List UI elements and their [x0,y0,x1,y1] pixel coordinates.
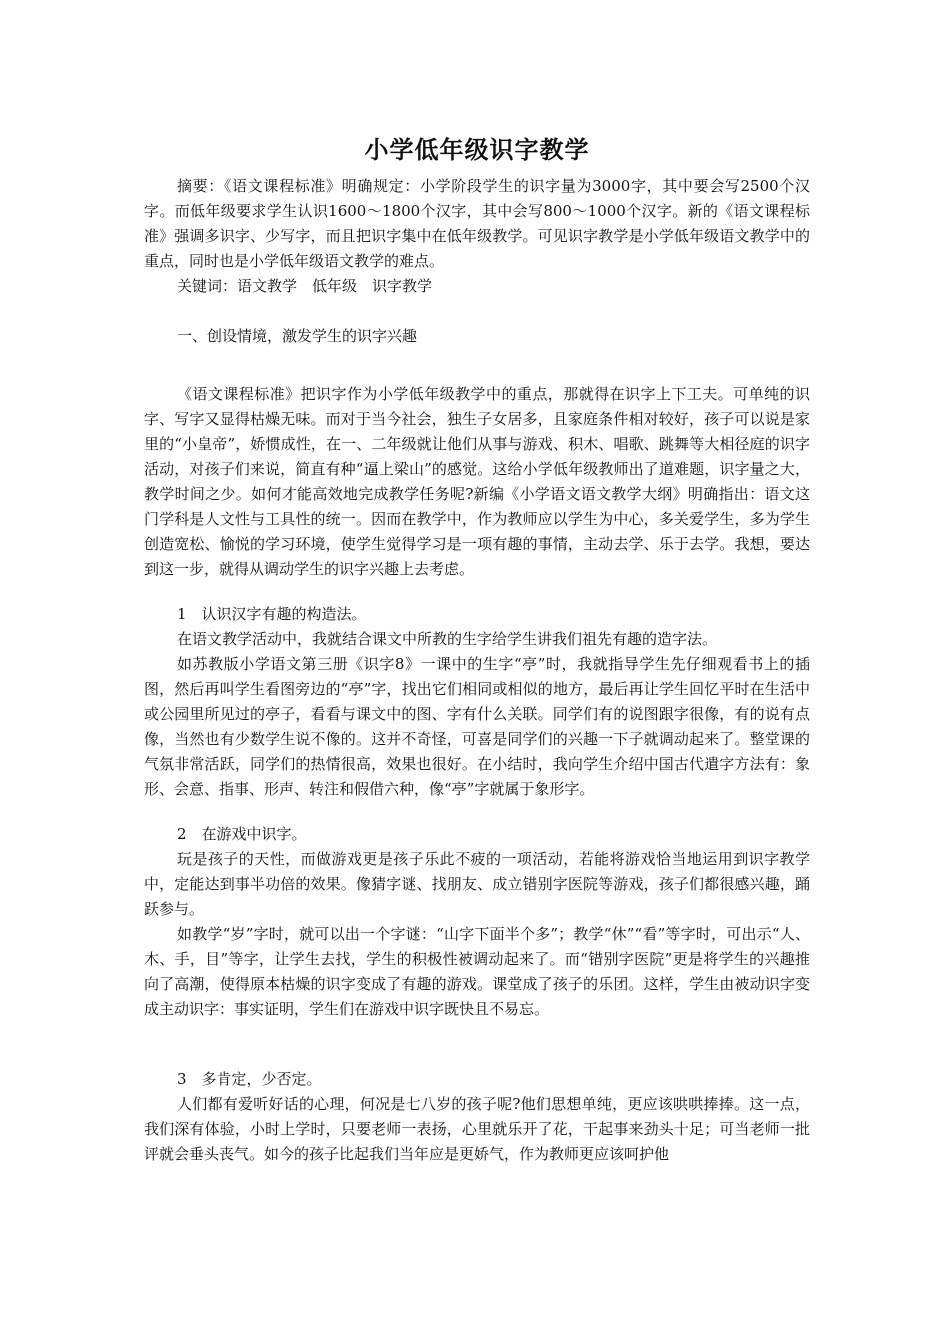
body-paragraph: 玩是孩子的天性，而做游戏更是孩子乐此不疲的一项活动，若能将游戏恰当地运用到识字教学中，定能达到事半功倍的效果。像猜字谜、找朋友、成立错别字医院等游戏，孩子们都很感兴趣，踊跃参与。 [144,850,810,918]
subsection-heading: 2 在游戏中识字。 [177,825,307,843]
body-paragraph: 如苏教版小学语文第三册《识字8》一课中的生字“亭”时，我就指导学生先仔细观看书上的插图，然后再叫学生看图旁边的“亭”字，找出它们相同或相似的地方，最后再让学生回忆平时在生活中或公园里所见过的亭子，看看与课文中的图、字有什么关联。同学们有的说图跟字很像，有的说有点像，当然也有少数学生说不像的。这并不奇怪，可喜是同学们的兴趣一下子就调动起来了。整堂课的气氛非常活跃，同学们的热情很高，效果也很好。在小结时，我向学生介绍中国古代遣字方法有：象形、会意、指事、形声、转注和假借六种，像“亭”字就属于象形字。 [144,655,810,798]
document-title: 小学低年级识字教学 [364,135,590,164]
keywords-line: 关键词：语文教学 低年级 识字教学 [177,277,433,295]
spacer [144,349,810,374]
spacer [144,802,810,822]
spacer [144,1022,810,1067]
body-paragraph: 《语文课程标准》把识字作为小学低年级教学中的重点，那就得在识字上下工夫。可单纯的识字、写字又显得枯燥无味。而对于当今社会，独生子女居多，且家庭条件相对较好，孩子可以说是家里的“小皇帝”，娇惯成性，在一、二年级就让他们从事与游戏、积木、唱歌、跳舞等大相径庭的识字活动，对孩子们来说，简直有种“逼上梁山”的感觉。这给小学低年级教师出了道难题，识字量之大，教学时间之少。如何才能高效地完成教学任务呢?新编《小学语文语文教学大纲》明确指出：语文这门学科是人文性与工具性的统一。因而在教学中，作为教师应以学生为中心，多关爱学生，多为学生创造宽松、愉悦的学习环境，使学生觉得学习是一项有趣的事情，主动去学、乐于去学。我想，要达到这一步，就得从调动学生的识字兴趣上去考虑。 [144,385,810,578]
subsection-heading: 1 认识汉字有趣的构造法。 [177,605,367,623]
spacer [144,582,810,602]
spacer [144,374,810,382]
subsection-heading: 3 多肯定，少否定。 [177,1070,322,1088]
section-heading: 一、创设情境，激发学生的识字兴趣 [177,327,418,345]
body-paragraph: 在语文教学活动中，我就结合课文中所教的生字给学生讲我们祖先有趣的造字法。 [177,630,718,648]
document-page [144,130,810,1167]
body-paragraph: 如教学“岁”字时，就可以出一个字谜：“山字下面半个多”；教学“休”“看”等字时，可出示“人、木、手，目”等字，让学生去找，学生的积极性被调动起来了。而“错别字医院”更是将学生的兴趣推向了高潮，使得原本枯燥的识字变成了有趣的游戏。课堂成了孩子的乐团。这样，学生由被动识字变成主动识字：事实证明，学生们在游戏中识字既快且不易忘。 [144,925,810,1018]
spacer [144,299,810,324]
abstract-paragraph: 摘要：《语文课程标准》明确规定：小学阶段学生的识字量为3000字，其中要会写2500个汉字。而低年级要求学生认识1600～1800个汉字，其中会写800～1000个汉字。新的《语文课程标准》强调多识字、少写字，而且把识字集中在低年级教学。可见识字教学是小学低年级语文教学中的重点，同时也是小学低年级语文教学的难点。 [144,177,810,270]
body-paragraph: 人们都有爱听好话的心理，何况是七八岁的孩子呢?他们思想单纯，更应该哄哄捧捧。这一点，我们深有体验，小时上学时，只要老师一表扬，心里就乐开了花，干起事来劲头十足；可当老师一批评就会垂头丧气。如今的孩子比起我们当年应是更娇气，作为教师更应该呵护他 [144,1095,810,1163]
